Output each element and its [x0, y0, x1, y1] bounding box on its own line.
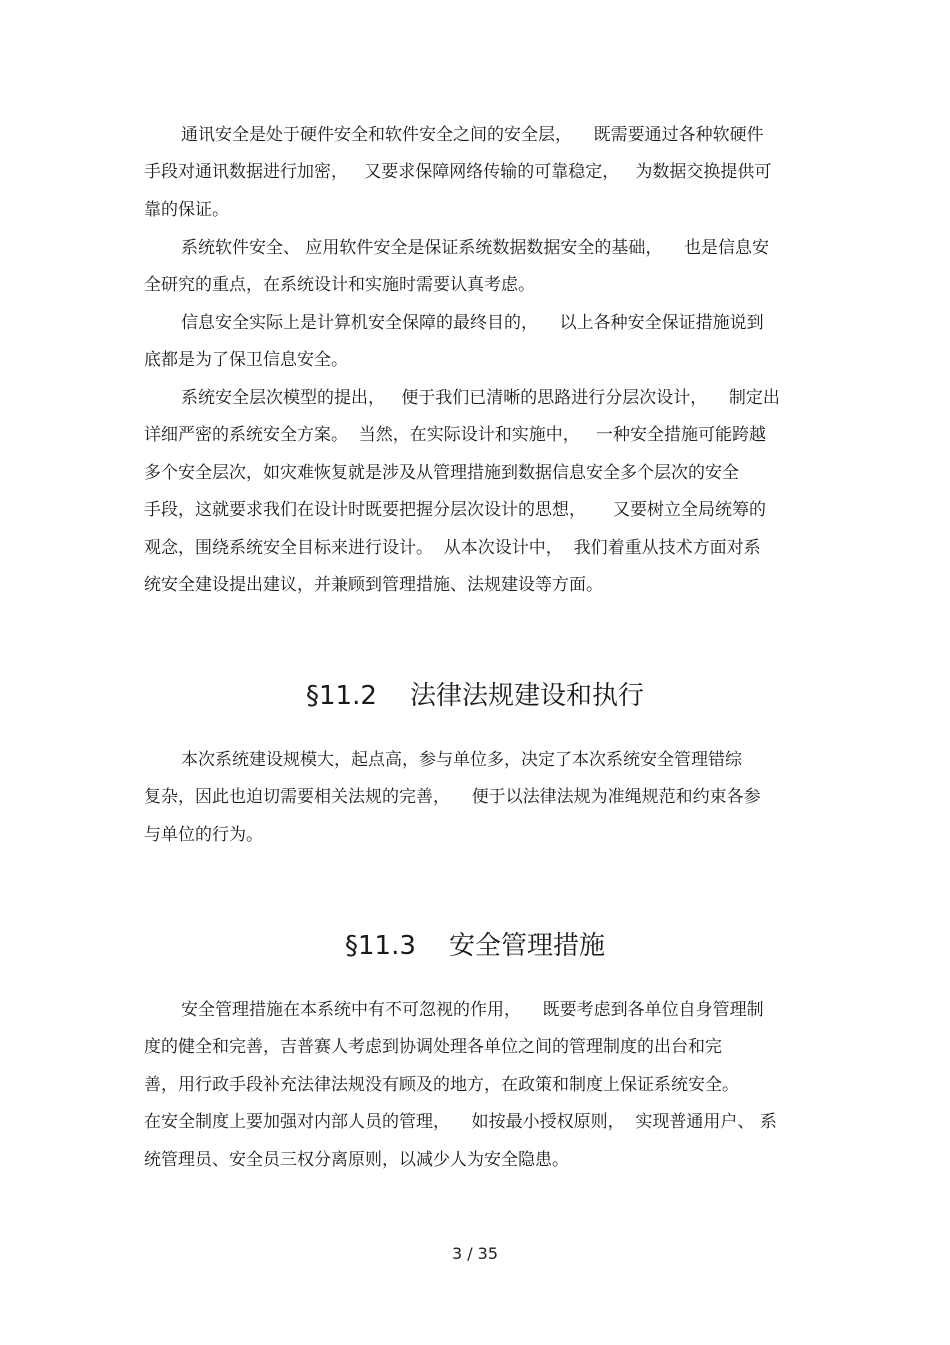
paragraph-2-line-1: 系统软件安全、 应用软件安全是保证系统数据数据安全的基础， 也是信息安 — [181, 238, 770, 258]
paragraph-4-line-3: 多个安全层次，如灾难恢复就是涉及从管理措施到数据信息安全多个层次的安全 — [144, 463, 739, 483]
paragraph-4-line-5: 观念，围绕系统安全目标来进行设计。 从本次设计中， 我们着重从技术方面对系 — [144, 538, 761, 558]
paragraph-1-line-3: 靠的保证。 — [144, 200, 229, 220]
paragraph-1-line-2: 手段对通讯数据进行加密， 又要求保障网络传输的可靠稳定， 为数据交换提供可 — [144, 162, 772, 182]
paragraph-3-line-1: 信息安全实际上是计算机安全保障的最终目的， 以上各种安全保证措施说到 — [181, 313, 764, 333]
paragraph-4-line-4: 手段，这就要求我们在设计时既要把握分层次设计的思想， 又要树立全局统筹的 — [144, 500, 767, 520]
section-11-3-line-2: 度的健全和完善，吉普赛人考虑到协调处理各单位之间的管理制度的出台和完 — [144, 1037, 722, 1057]
section-11-2-line-3: 与单位的行为。 — [144, 825, 263, 845]
paragraph-4-line-6: 统安全建设提出建议，并兼顾到管理措施、法规建设等方面。 — [144, 575, 603, 595]
paragraph-4-line-1: 系统安全层次模型的提出， 便于我们已清晰的思路进行分层次设计， 制定出 — [181, 388, 780, 408]
page-number: 3 / 35 — [451, 1244, 499, 1263]
section-11-2-line-1: 本次系统建设规模大，起点高，参与单位多，决定了本次系统安全管理错综 — [181, 750, 742, 770]
section-11-3-line-5: 统管理员、安全员三权分离原则，以减少人为安全隐患。 — [144, 1150, 569, 1170]
paragraph-3-line-2: 底都是为了保卫信息安全。 — [144, 350, 348, 370]
paragraph-2-line-2: 全研究的重点，在系统设计和实施时需要认真考虑。 — [144, 275, 535, 295]
section-11-2-line-2: 复杂，因此也迫切需要相关法规的完善， 便于以法律法规为准绳规范和约束各参 — [144, 787, 761, 807]
section-11-3-line-3: 善，用行政手段补充法律法规没有顾及的地方，在政策和制度上保证系统安全。 — [144, 1075, 739, 1095]
section-11-3-line-1: 安全管理措施在本系统中有不可忽视的作用， 既要考虑到各单位自身管理制 — [181, 1000, 764, 1020]
paragraph-4-line-2: 详细严密的系统安全方案。 当然，在实际设计和实施中， 一种安全措施可能跨越 — [144, 425, 767, 445]
section-11-3-line-4: 在安全制度上要加强对内部人员的管理， 如按最小授权原则， 实现普通用户、 系 — [144, 1112, 777, 1132]
section-11-2-heading: §11.2 法律法规建设和执行 — [306, 681, 644, 711]
section-11-3-heading: §11.3 安全管理措施 — [345, 931, 605, 961]
paragraph-1-line-1: 通讯安全是处于硬件安全和软件安全之间的安全层， 既需要通过各种软硬件 — [181, 125, 764, 145]
